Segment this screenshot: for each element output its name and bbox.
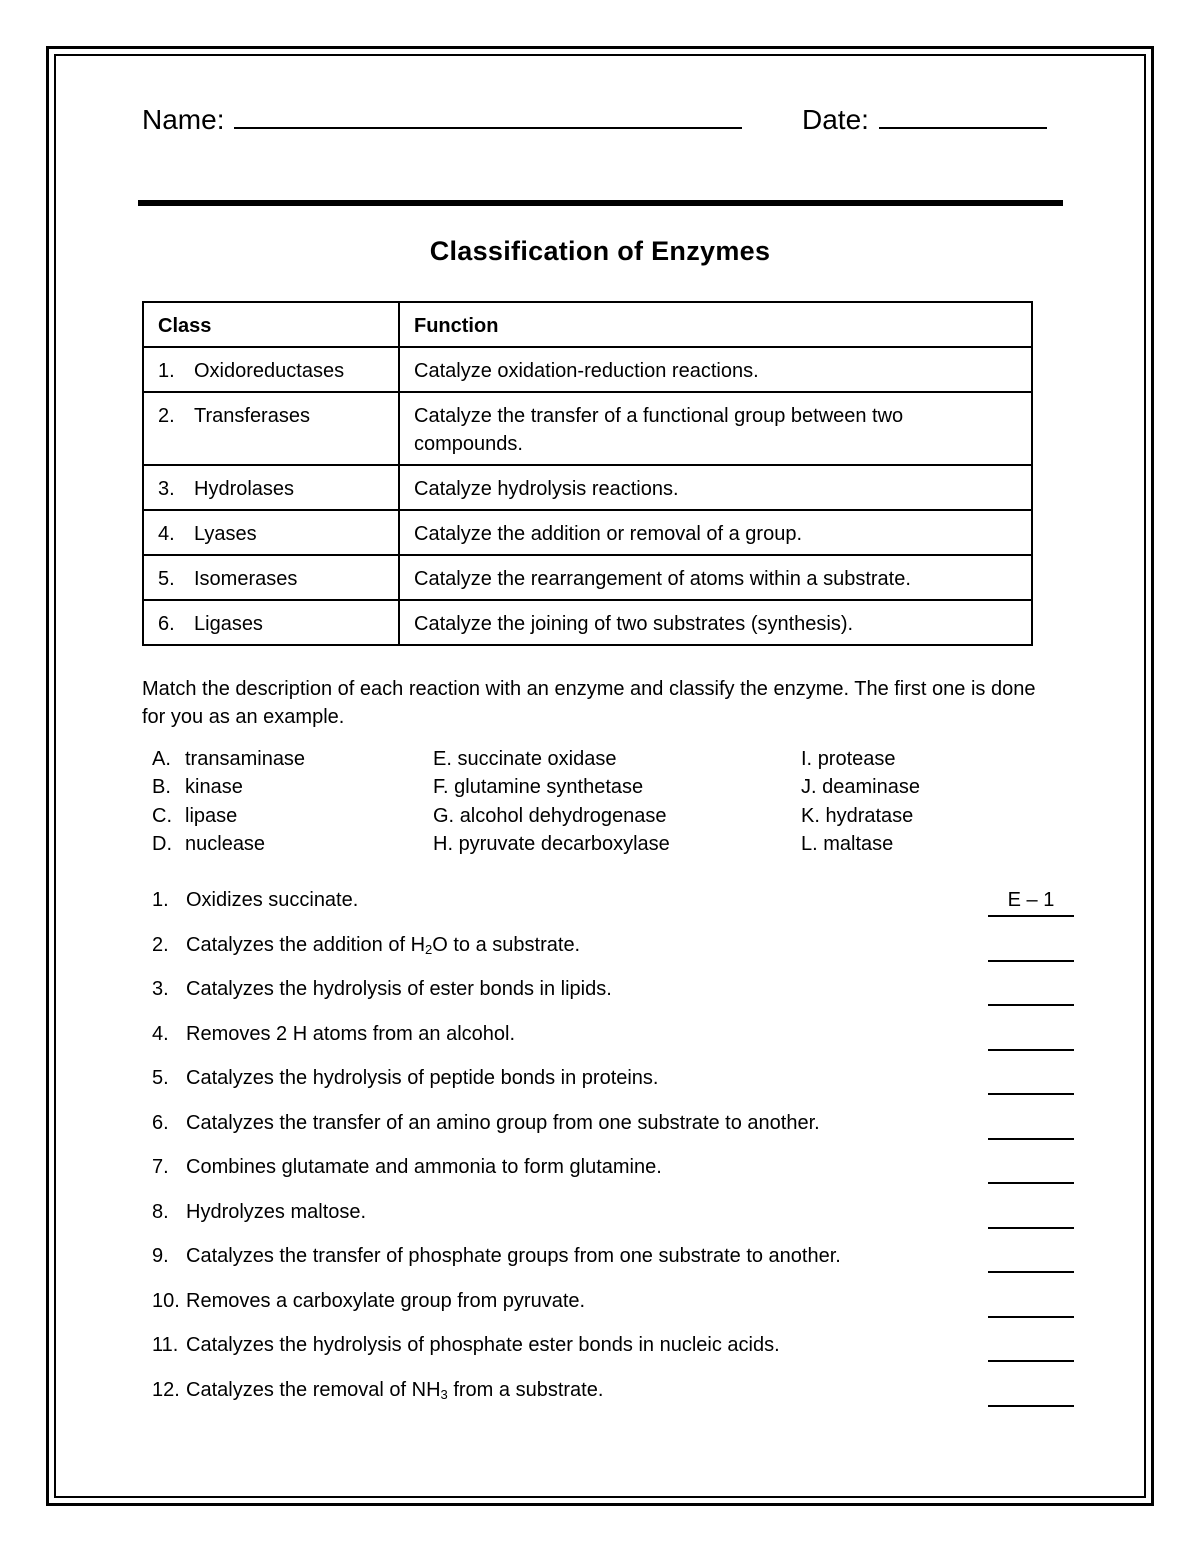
class-name: Ligases — [194, 613, 263, 635]
question-item: 8. Hydrolyzes maltose. — [152, 1197, 1082, 1227]
enzyme-option: K. hydratase — [801, 804, 914, 827]
date-label: Date: — [802, 104, 869, 135]
class-number: 4. — [158, 523, 175, 545]
enzyme-column-3 — [801, 745, 920, 858]
class-name: Oxidoreductases — [194, 360, 345, 382]
table-row — [143, 555, 1032, 600]
question-item: 3. Catalyzes the hydrolysis of ester bonds in lipids. — [152, 974, 1082, 1004]
function-cell: Catalyze oxidation-reduction reactions. — [399, 347, 1032, 392]
class-number: 3. — [158, 478, 175, 500]
class-name: Hydrolases — [194, 478, 295, 500]
enzyme-option: B. kinase — [152, 776, 243, 799]
class-name: Lyases — [194, 523, 257, 545]
date-field — [802, 100, 1047, 140]
answer-blank[interactable] — [988, 1375, 1074, 1407]
question-item: 10. Removes a carboxylate group from pyruvate. — [152, 1286, 1082, 1316]
question-item: 7. Combines glutamate and ammonia to form glutamine. — [152, 1152, 1082, 1182]
class-cell — [143, 600, 399, 645]
function-cell: Catalyze the transfer of a functional group between two compounds. — [399, 392, 1032, 465]
enzyme-option: J. deaminase — [801, 776, 920, 799]
enzyme-option: H. pyruvate decarboxylase — [433, 832, 670, 855]
function-cell: Catalyze the addition or removal of a group. — [399, 510, 1032, 555]
enzyme-option: C. lipase — [152, 804, 238, 827]
question-item: 12. Catalyzes the removal of $NH_3$ from a substrate. — [152, 1375, 1082, 1405]
column-header-function: Function — [399, 302, 1032, 347]
question-item: 2. Catalyzes the addition of $H_2O$ to a substrate. — [152, 930, 1082, 960]
enzyme-option: G. alcohol dehydrogenase — [433, 804, 667, 827]
answer-blank[interactable] — [988, 930, 1074, 962]
answer-blank[interactable] — [988, 1197, 1074, 1229]
date-blank[interactable] — [879, 105, 1047, 129]
enzyme-column-2 — [433, 745, 670, 858]
enzyme-option: L. maltase — [801, 832, 894, 855]
column-header-class: Class — [143, 302, 399, 347]
question-item: 4. Removes 2 H atoms from an alcohol. — [152, 1019, 1082, 1049]
question-item: 11. Catalyzes the hydrolysis of phosphate ester bonds in nucleic acids. — [152, 1330, 1082, 1360]
function-cell: Catalyze the joining of two substrates (synthesis). — [399, 600, 1032, 645]
answer-blank[interactable] — [988, 1019, 1074, 1051]
enzyme-class-table — [142, 301, 1033, 646]
enzyme-option: D. nuclease — [152, 832, 266, 855]
answer-blank[interactable]: E – 1 — [988, 885, 1074, 917]
answer-blank[interactable] — [988, 1241, 1074, 1273]
class-cell — [143, 392, 399, 465]
class-number: 1. — [158, 360, 175, 382]
class-number: 6. — [158, 613, 175, 635]
question-item: 1. Oxidizes succinate. E – 1 — [152, 885, 1082, 915]
answer-blank[interactable] — [988, 1152, 1074, 1184]
answer-blank[interactable] — [988, 1286, 1074, 1318]
class-cell — [143, 347, 399, 392]
name-label: Name: — [142, 104, 225, 135]
class-number: 5. — [158, 568, 175, 590]
answer-blank[interactable] — [988, 1108, 1074, 1140]
enzyme-column-1 — [152, 745, 305, 858]
table-row — [143, 392, 1032, 465]
class-cell — [143, 510, 399, 555]
enzyme-option: F. glutamine synthetase — [433, 776, 644, 799]
class-number: 2. — [158, 405, 175, 427]
table-row — [143, 510, 1032, 555]
header-divider — [138, 200, 1063, 206]
page-title: Classification of Enzymes — [429, 236, 771, 266]
enzyme-option: A. transaminase — [152, 748, 306, 770]
answer-blank[interactable] — [988, 1330, 1074, 1362]
enzyme-option: E. succinate oxidase — [433, 748, 617, 770]
answer-blank[interactable] — [988, 1063, 1074, 1095]
question-item: 5. Catalyzes the hydrolysis of peptide bonds in proteins. — [152, 1063, 1082, 1093]
class-cell — [143, 465, 399, 510]
question-item: 6. Catalyzes the transfer of an amino group from one substrate to another. — [152, 1108, 1082, 1138]
class-cell — [143, 555, 399, 600]
answer-blank[interactable] — [988, 974, 1074, 1006]
question-item: 9. Catalyzes the transfer of phosphate groups from one substrate to another. — [152, 1241, 1082, 1271]
table-header-row — [143, 302, 1032, 347]
name-field — [142, 100, 742, 140]
enzyme-option: I. protease — [801, 748, 896, 770]
table-row — [143, 600, 1032, 645]
table-row — [143, 465, 1032, 510]
function-cell: Catalyze hydrolysis reactions. — [399, 465, 1032, 510]
instructions: Match the description of each reaction with an enzyme and classify the enzyme. The first one is done for you as an example. — [142, 678, 1036, 728]
table-row — [143, 347, 1032, 392]
function-cell: Catalyze the rearrangement of atoms within a substrate. — [399, 555, 1032, 600]
class-name: Isomerases — [194, 568, 298, 590]
class-name: Transferases — [194, 405, 310, 427]
name-blank[interactable] — [234, 105, 742, 129]
